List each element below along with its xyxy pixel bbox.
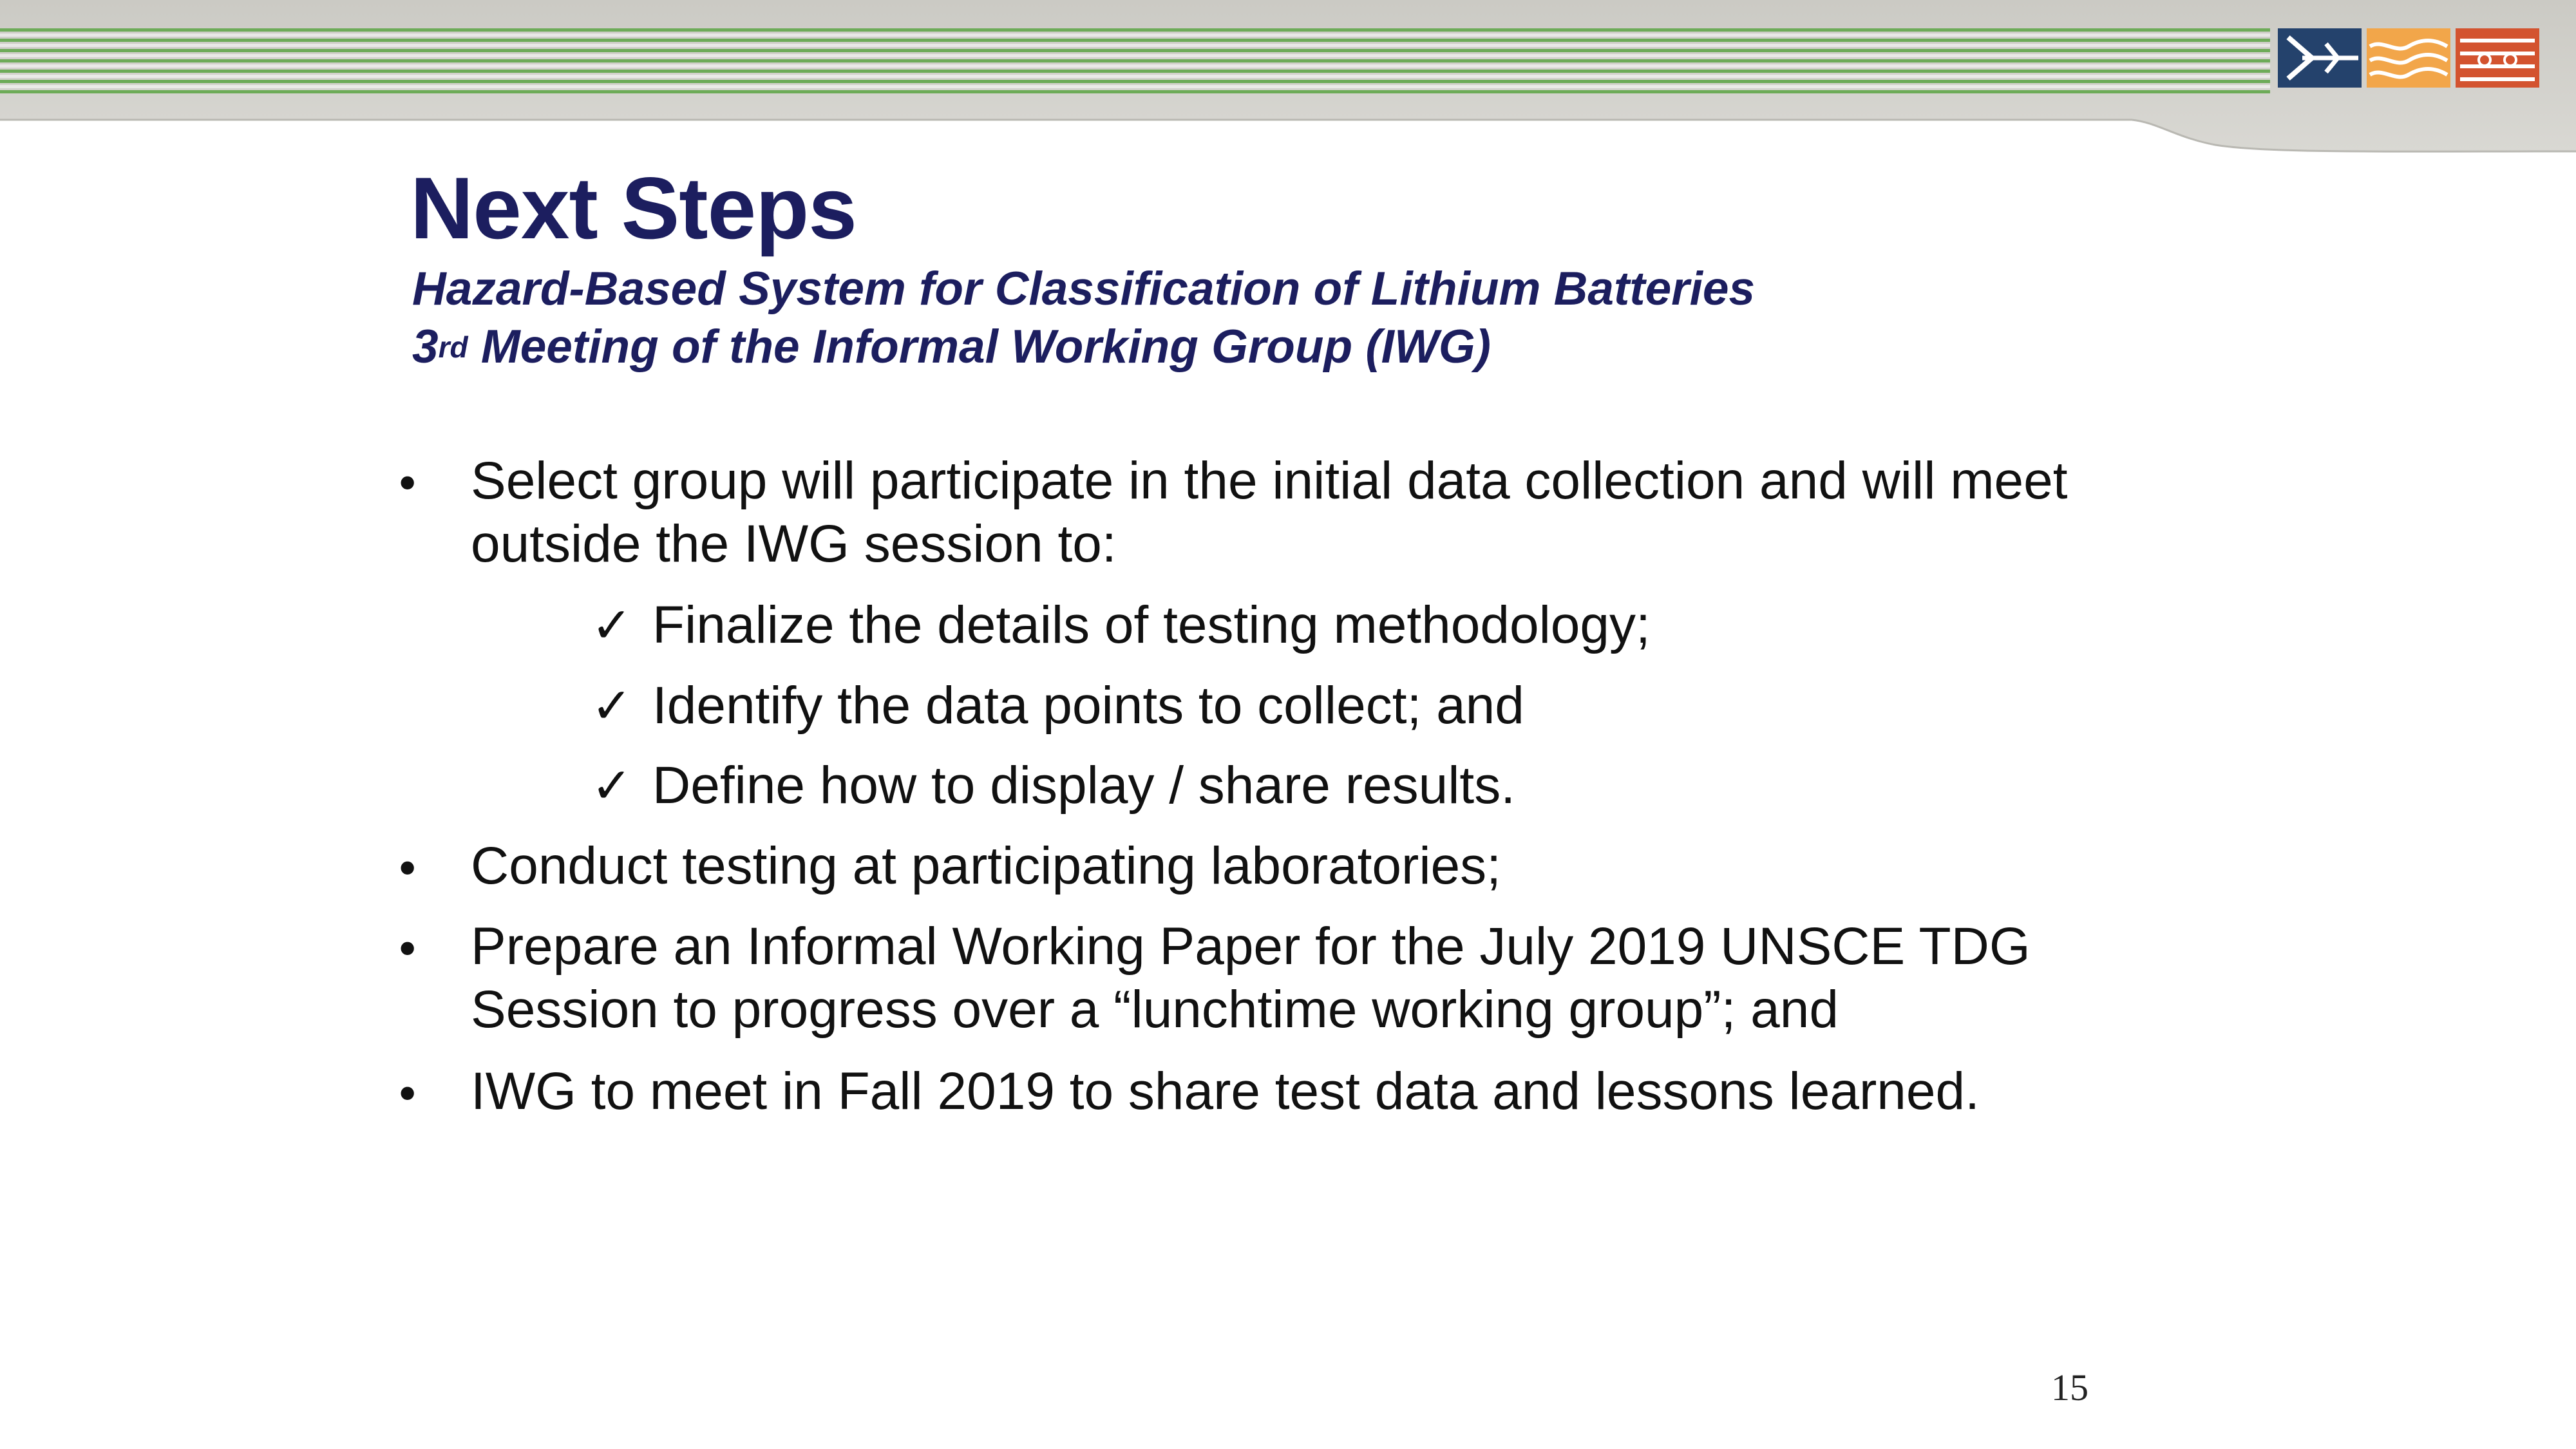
check-mark-icon: ✓ [591, 677, 632, 734]
subtitle-ordinal-number: 3 [412, 321, 439, 373]
bullet-item-1-line2: outside the IWG session to: [471, 515, 1117, 573]
bullet-item-2-line1: Conduct testing at participating laboratories; [471, 837, 1501, 895]
bullet-item-1-line1: Select group will participate in the initial data collection and will meet [471, 451, 2068, 510]
subtitle-meeting-text: Meeting of the Informal Working Group (IWG) [468, 321, 1491, 373]
header-banner [0, 0, 2576, 161]
check-item-1: Finalize the details of testing methodology; [652, 596, 1651, 654]
check-item-3: Define how to display / share results. [652, 756, 1515, 815]
check-item-2: Identify the data points to collect; and [652, 676, 1524, 735]
bullet-item-4-line1: IWG to meet in Fall 2019 to share test data and lessons learned. [471, 1062, 1980, 1121]
page-number: 15 [2051, 1367, 2088, 1408]
water-waves-logo-icon [2367, 28, 2450, 88]
bullet-dot-icon: • [394, 1068, 421, 1121]
check-mark-icon: ✓ [591, 596, 632, 654]
header-stripes [0, 0, 2576, 161]
bullet-dot-icon: • [394, 843, 421, 896]
bullet-item-3-line2: Session to progress over a “lunchtime working group”; and [471, 980, 1839, 1039]
slide-title: Next Steps [410, 159, 857, 257]
slide-subtitle-line2 [412, 318, 1491, 376]
bullet-dot-icon: • [394, 923, 421, 976]
railway-logo-icon [2456, 28, 2539, 88]
subtitle-ordinal-suffix: rd [438, 330, 468, 364]
slide-subtitle-line1: Hazard-Based System for Classification of Lithium Batteries [412, 263, 1756, 315]
bullet-item-3-line1: Prepare an Informal Working Paper for the July 2019 UNSCE TDG [471, 917, 2031, 976]
bullet-dot-icon: • [394, 458, 421, 511]
check-mark-icon: ✓ [591, 757, 632, 814]
aviation-logo-icon [2278, 28, 2362, 88]
